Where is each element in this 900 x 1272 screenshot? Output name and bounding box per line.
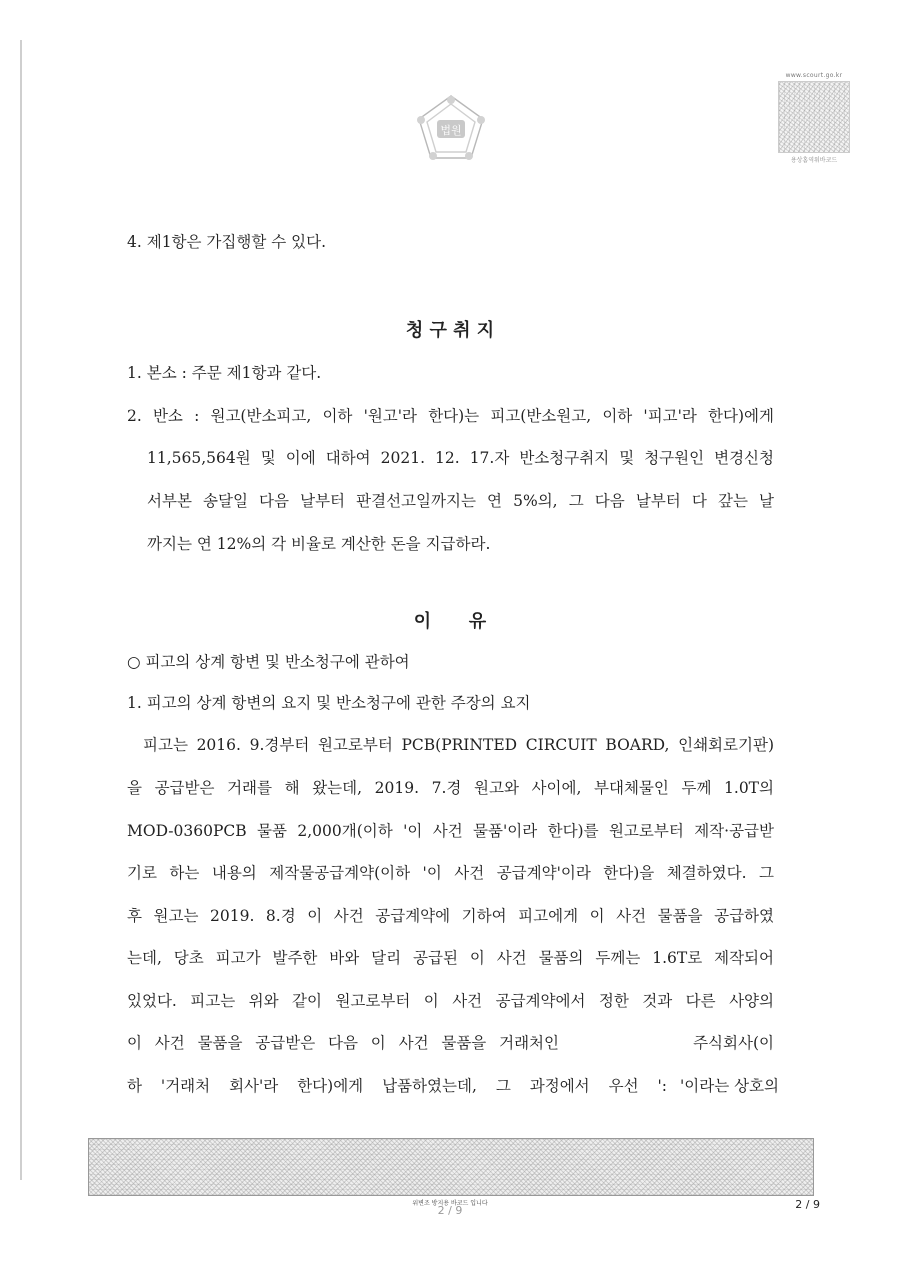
reason-para-line-5: 후 원고는 2019. 8.경 이 사건 공급계약에 기하여 피고에게 이 사건 물품을 공급하였	[127, 907, 774, 925]
reason-section-1: 1. 피고의 상계 항변의 요지 및 반소청구에 관한 주장의 요지	[127, 694, 531, 712]
reason-para-line-9b: '이라는 상호의	[680, 1077, 780, 1095]
reason-para-line-3: MOD-0360PCB 물품 2,000개(이하 '이 사건 물품'이라 한다)를 원고로부터 제작·공급받	[127, 822, 774, 840]
reason-para-line-2: 을 공급받은 거래를 해 왔는데, 2019. 7.경 원고와 사이에, 부대체물인 두께 1.0T의	[127, 779, 774, 797]
heading-claim: 청 구 취 지	[405, 320, 495, 341]
page-number-center: 2 / 9	[437, 1204, 463, 1217]
barcode-caption: 위변조 방지용 바코드 입니다	[412, 1200, 488, 1207]
seal-label: 법원	[440, 124, 462, 137]
reason-para-line-6: 는데, 당초 피고가 발주한 바와 달리 공급된 이 사건 물품의 두께는 1.6T로 제작되어	[127, 949, 774, 967]
anti-forgery-barcode	[88, 1138, 814, 1196]
claim-line-2: 2. 반소 : 원고(반소피고, 이하 '원고'라 한다)는 피고(반소원고, 이하 '피고'라 한다)에게	[127, 407, 774, 425]
qr-code-icon	[778, 81, 850, 153]
reason-para-line-1: 피고는 2016. 9.경부터 원고로부터 PCB(PRINTED CIRCUIT BOARD, 인쇄회로기판)	[143, 736, 774, 754]
verification-qr-block	[778, 72, 850, 164]
court-seal-emblem	[411, 92, 491, 168]
reason-para-line-8b: 주식회사(이	[693, 1034, 774, 1052]
page-number-right: 2 / 9	[795, 1198, 820, 1211]
reason-para-line-9a: 하 '거래처 회사'라 한다)에게 납품하였는데, 그 과정에서 우선 ':	[127, 1077, 667, 1095]
reason-para-line-8a: 이 사건 물품을 공급받은 다음 이 사건 물품을 거래처인	[127, 1034, 559, 1052]
qr-caption: 용상홈역워바코드	[790, 157, 838, 164]
claim-line-4: 서부본 송달일 다음 날부터 판결선고일까지는 연 5%의, 그 다음 날부터 다 갚는 날	[147, 492, 774, 510]
claim-line-5: 까지는 연 12%의 각 비율로 계산한 돈을 지급하라.	[147, 535, 491, 553]
order-item-4: 4. 제1항은 가집행할 수 있다.	[127, 233, 327, 251]
claim-line-1: 1. 본소 : 주문 제1항과 같다.	[127, 364, 322, 382]
qr-url: www.scourt.go.kr	[785, 72, 843, 79]
reason-para-line-7: 있었다. 피고는 위와 같이 원고로부터 이 사건 공급계약에서 정한 것과 다른 사양의	[127, 992, 774, 1010]
reason-bullet: ○ 피고의 상계 항변 및 반소청구에 관하여	[127, 653, 410, 671]
reason-para-line-4: 기로 하는 내용의 제작물공급계약(이하 '이 사건 공급계약'이라 한다)을 체결하였다. 그	[127, 864, 774, 882]
heading-reason: 이 유	[413, 611, 487, 632]
claim-line-3: 11,565,564원 및 이에 대하여 2021. 12. 17.자 반소청구취지 및 청구원인 변경신청	[147, 449, 774, 467]
